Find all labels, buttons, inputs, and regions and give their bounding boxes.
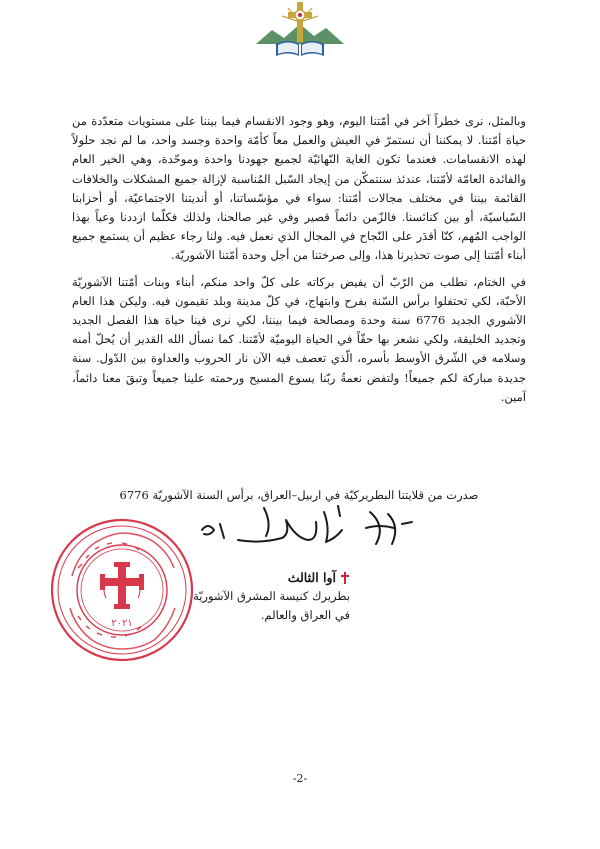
cross-icon (340, 572, 350, 584)
signatory-name: آوا الثالث (287, 570, 336, 585)
letter-body (72, 112, 526, 414)
handwritten-signature (190, 498, 426, 560)
signatory-name-line (150, 568, 350, 587)
page-number: -2- (292, 772, 308, 785)
signatory-title-line-1: بطريرك كنيسة المشرق الآشوريّة (193, 589, 350, 603)
stamp-year: ٢٠٢١ (111, 618, 133, 629)
issued-line: صدرت من قلايتنا البطريركيّة في اربيل–العراق، برأس السنة الآشوريّة 6776 (119, 488, 479, 502)
paragraph-unity: وبالمثل، نرى خطراً آخر في أمّتنا اليوم، وهو وجود الانقسام فيما بيننا على مستويات متعدّدة من حياة أمّتنا. لا يمكننا أن نستمرّ في العيش والعمل معاً كأمّة واحدة وجسد واحد، ما لم نجد حلولاً لهذه الانقسامات. فعندما تكون الغاية النّهائيّة لجميع جهودنا واحدة وموحّدة، وهي الخير العام والفائدة العامّة لأمّتنا، عندئذ سنتمكّن من إيجاد السّبل المُناسبة لإزالة جميع المشكلات والخلافات القائمة بيننا في مختلف مجالات أمّتنا: سواء في مؤسّساتنا، أو أنديتنا الاجتماعيّة، أو أحزابنا السّياسيّة، أو بين كنائسنا. فالزّمن دائماً قصير وفي غير صالحنا، ولذلك فكلّما ازددنا وعياً بهذا الواجب المُهم، كنّا أقدَر على النّجاح في المجال الذي نعمل فيه. ولنا رجاء عظيم أن يستمع جميع أبناء أمّتنا إلى صوت تحذيرنا هذا، وإلى صرختنا من أجل وحدة أمّتنا الآشوريّة. (72, 114, 526, 263)
paragraph-closing: في الختام، نطلب من الرّبّ أن يفيض بركاته على كلّ واحد منكم، أبناء وبنات أمّتنا الآشوريّة الأحبّة، لكي تحتفلوا برأس السّنة بفرح وابتهاج، في كلّ مدينة وبلد تقيمون فيه. وليكن هذا العام الآشوري الجديد 6776 سنة وحدة ومصالحة فيما بيننا، لكي نرى فينا حياة هذا الفصل الجديد وتجديد الخليقة، ولكي نشعر بها حقّاً في الحياة اليوميّة لأمّتنا. كما نسأل الله القدير أن يُحلّ أمنه وسلامه في الشّرق الأوسط بأسره، الّذي تعصف فيه الآن نار الحروب والعداوة بين الدّول. سنة جديدة مباركة لكم جميعاً! ولتفض نعمةُ ربّنا يسوع المسيح ورحمته علينا جميعاً وتبقَ معنا دائماً، آمين. (72, 274, 526, 404)
patriarchate-emblem-icon (252, 0, 348, 62)
signatory-title-line-2: في العراق والعالم. (260, 608, 350, 622)
signature-block (150, 568, 350, 625)
